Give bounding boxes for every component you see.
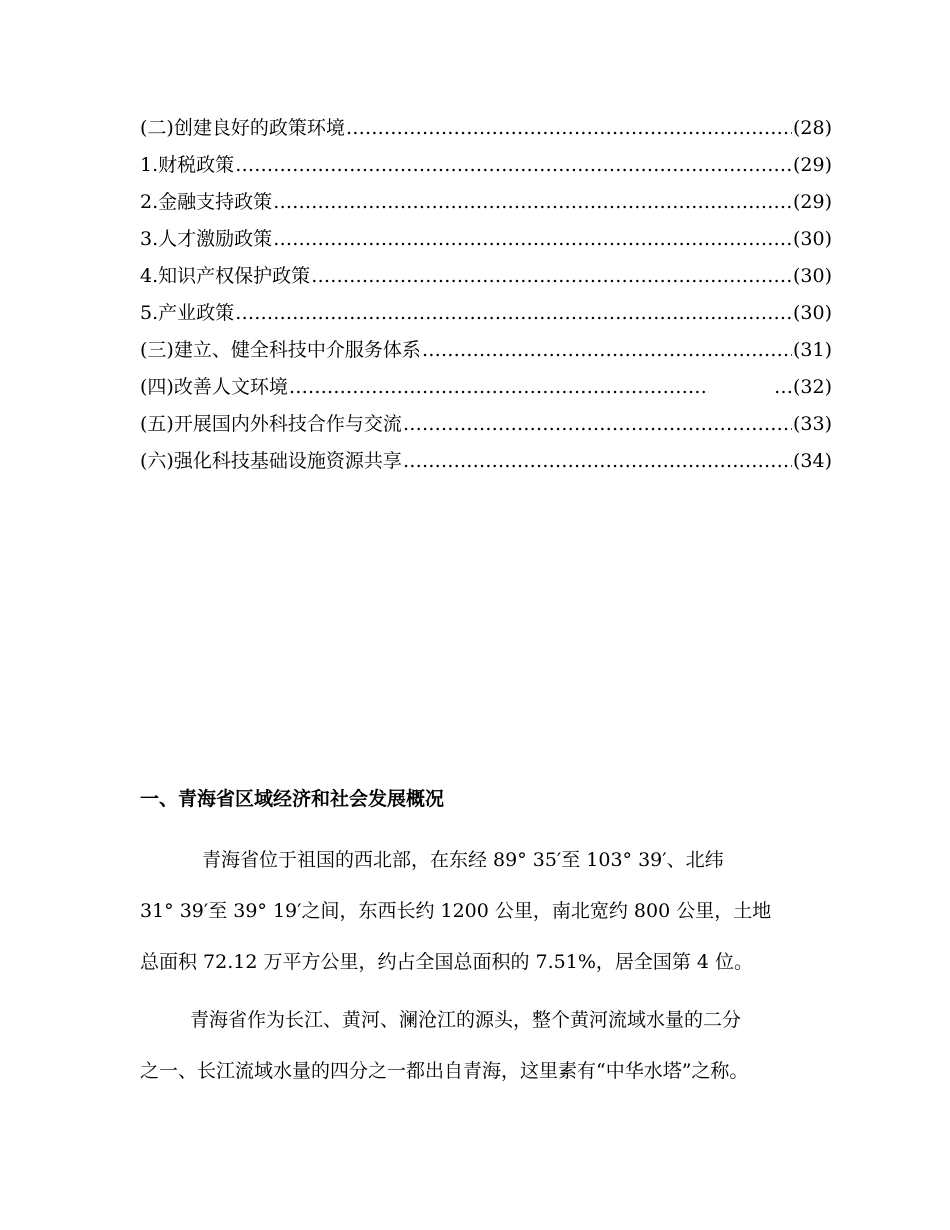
table-of-contents bbox=[140, 110, 832, 480]
toc-entry-page: (31) bbox=[792, 339, 832, 361]
toc-entry[interactable] bbox=[140, 147, 832, 184]
toc-entry[interactable] bbox=[140, 258, 832, 295]
section-heading: 一、青海省区域经济和社会发展概况 bbox=[140, 788, 445, 810]
toc-leader-dots bbox=[235, 295, 792, 332]
toc-entry-page: (29) bbox=[792, 154, 832, 176]
toc-leader-dots bbox=[311, 258, 792, 295]
toc-entry-title: (二)创建良好的政策环境 bbox=[140, 117, 345, 139]
toc-entry[interactable] bbox=[140, 110, 832, 147]
toc-entry-page: (28) bbox=[792, 117, 832, 139]
paragraph-line: 总面积 72.12 万平方公里，约占全国总面积的 7.51%，居全国第 4 位。 bbox=[140, 951, 754, 973]
toc-leader-dots bbox=[346, 110, 792, 147]
toc-entry[interactable] bbox=[140, 221, 832, 258]
toc-leader-dots bbox=[273, 184, 792, 221]
toc-entry-title: 5.产业政策 bbox=[140, 302, 235, 324]
toc-leader-dots bbox=[422, 332, 792, 369]
toc-entry-title: (五)开展国内外科技合作与交流 bbox=[140, 413, 402, 435]
toc-entry-title: 3.人才激励政策 bbox=[140, 228, 273, 250]
toc-entry-title: 4.知识产权保护政策 bbox=[140, 265, 311, 287]
toc-entry-page: (32) bbox=[792, 376, 832, 398]
toc-entry[interactable] bbox=[140, 443, 832, 480]
toc-entry-page: (30) bbox=[792, 228, 832, 250]
toc-entry-title: (三)建立、健全科技中介服务体系 bbox=[140, 339, 421, 361]
toc-entry-page: (29) bbox=[792, 191, 832, 213]
paragraph-line: 青海省位于祖国的西北部，在东经 89° 35′至 103° 39′、北纬 bbox=[202, 849, 724, 871]
toc-entry-title: 2.金融支持政策 bbox=[140, 191, 273, 213]
toc-entry-page: (33) bbox=[792, 413, 832, 435]
toc-entry[interactable] bbox=[140, 332, 832, 369]
toc-entry-title: (六)强化科技基础设施资源共享 bbox=[140, 450, 402, 472]
toc-entry-title: (四)改善人文环境 bbox=[140, 376, 288, 398]
toc-entry-page: (30) bbox=[792, 265, 832, 287]
paragraph-location bbox=[140, 835, 852, 988]
toc-entry[interactable] bbox=[140, 369, 832, 406]
toc-entry[interactable] bbox=[140, 406, 832, 443]
toc-leader-dots bbox=[403, 443, 792, 480]
toc-leader-dots bbox=[289, 369, 709, 406]
toc-leader-dots bbox=[235, 147, 792, 184]
paragraph-line: 青海省作为长江、黄河、澜沧江的源头，整个黄河流域水量的二分 bbox=[190, 1009, 742, 1031]
toc-leader-dots bbox=[273, 221, 792, 258]
paragraph-water-source bbox=[140, 995, 852, 1097]
paragraph-line: 之一、长江流域水量的四分之一都出自青海，这里素有“中华水塔”之称。 bbox=[140, 1060, 749, 1082]
toc-entry[interactable] bbox=[140, 295, 832, 332]
paragraph-line: 31° 39′至 39° 19′之间，东西长约 1200 公里，南北宽约 800 公里，土地 bbox=[140, 900, 772, 922]
toc-leader-dots bbox=[403, 406, 792, 443]
toc-leader-tail: … bbox=[773, 376, 793, 398]
toc-entry-page: (30) bbox=[792, 302, 832, 324]
toc-entry[interactable] bbox=[140, 184, 832, 221]
toc-entry-title: 1.财税政策 bbox=[140, 154, 235, 176]
toc-entry-page: (34) bbox=[792, 450, 832, 472]
